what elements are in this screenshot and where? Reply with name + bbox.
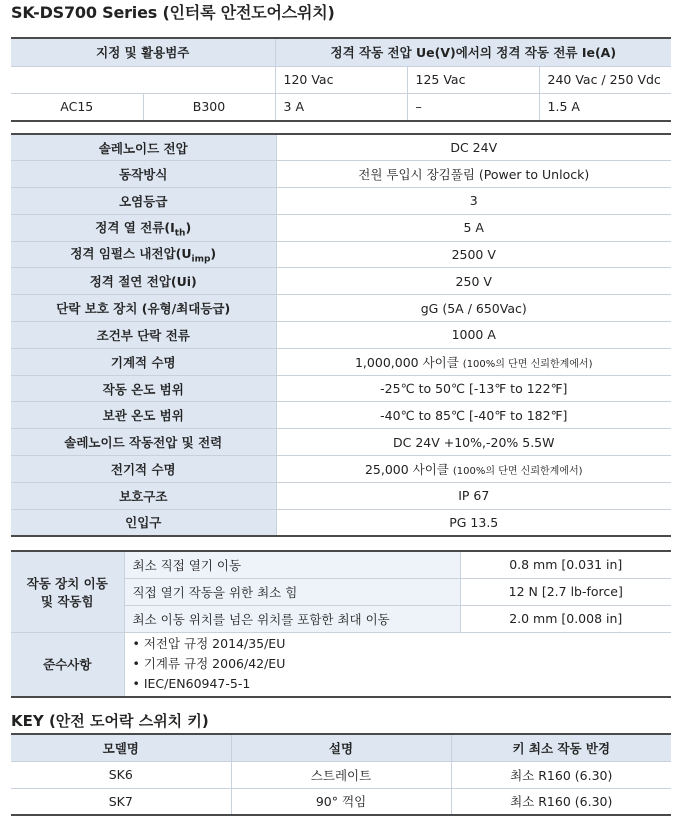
- spec-label: [11, 214, 276, 241]
- spec-value: -25℃ to 50℃ [-13℉ to 122℉]: [276, 375, 671, 402]
- spec-value: [276, 456, 671, 483]
- actuator-label: [11, 551, 124, 632]
- spec-value: 250 V: [276, 268, 671, 295]
- spec-label-end: ): [210, 246, 217, 262]
- actuator-row-name: 직접 열기 작동을 위한 최소 힘: [124, 578, 460, 605]
- spec-value: DC 24V: [276, 134, 671, 161]
- spec-label-main: 정격 임펄스 내전압(U: [70, 246, 192, 262]
- spec-label: 오염등급: [11, 188, 276, 215]
- spec-label: 보관 온도 범위: [11, 402, 276, 429]
- actuator-label-line2: 및 작동힘: [40, 593, 94, 609]
- utilization-b300: B300: [143, 93, 275, 121]
- spec-value: DC 24V +10%,-20% 5.5W: [276, 429, 671, 456]
- spec-value: -40℃ to 85℃ [-40℉ to 182℉]: [276, 402, 671, 429]
- current-120: 3 A: [275, 93, 407, 121]
- spec-label: 단락 보호 장치 (유형/최대등급): [11, 295, 276, 322]
- page-title: SK-DS700 Series (인터록 안전도어스위치): [11, 3, 335, 22]
- spec-label: 작동 온도 범위: [11, 375, 276, 402]
- utilization-ac15: AC15: [11, 93, 143, 121]
- rating-header-category: 지정 및 활용범주: [11, 38, 275, 66]
- spec-value: 전원 투입시 장김풀림 (Power to Unlock): [276, 161, 671, 188]
- spec-value: 3: [276, 188, 671, 215]
- spec-value-note: (100%의 단면 신뢰한계에서): [452, 465, 583, 477]
- key-header-model: 모델명: [11, 734, 231, 761]
- key-table: [11, 733, 671, 816]
- voltage-120: 120 Vac: [275, 66, 407, 93]
- spec-label-end: ): [185, 219, 192, 235]
- voltage-240: 240 Vac / 250 Vdc: [539, 66, 671, 93]
- spec-value: IP 67: [276, 482, 671, 509]
- spec-value: gG (5A / 650Vac): [276, 295, 671, 322]
- actuator-row-value: 12 N [2.7 lb-force]: [460, 578, 671, 605]
- spec-label: 솔레노이드 작동전압 및 전력: [11, 429, 276, 456]
- spec-label: [11, 241, 276, 268]
- compliance-item: • IEC/EN60947-5-1: [132, 676, 251, 692]
- spec-label-main: 정격 열 전류(I: [95, 219, 175, 235]
- spec-label: 보호구조: [11, 482, 276, 509]
- key-cell-radius: 최소 R160 (6.30): [451, 788, 671, 815]
- actuator-table: [11, 550, 671, 698]
- key-header-desc: 설명: [231, 734, 451, 761]
- spec-label: 인입구: [11, 509, 276, 536]
- compliance-item: • 저전압 규정 2014/35/EU: [132, 636, 286, 652]
- spec-value: [276, 348, 671, 375]
- spec-label: 정격 절연 전압(Ui): [11, 268, 276, 295]
- rating-empty-cell: [11, 66, 275, 93]
- current-240: 1.5 A: [539, 93, 671, 121]
- compliance-list: [124, 632, 671, 697]
- spec-label: 전기적 수명: [11, 456, 276, 483]
- specs-table: [11, 133, 671, 537]
- rating-header-current: 정격 작동 전압 Ue(V)에서의 정격 작동 전류 Ie(A): [275, 38, 671, 66]
- actuator-label-line1: 작동 장치 이동: [26, 575, 108, 591]
- spec-value: PG 13.5: [276, 509, 671, 536]
- spec-value: 1000 A: [276, 322, 671, 349]
- key-header-radius: 키 최소 작동 반경: [451, 734, 671, 761]
- spec-label-sub: imp: [191, 254, 211, 265]
- key-title: KEY (안전 도어락 스위치 키): [11, 712, 209, 730]
- spec-label: 동작방식: [11, 161, 276, 188]
- spec-value: 2500 V: [276, 241, 671, 268]
- rating-table: [11, 37, 671, 122]
- spec-value-main: 25,000 사이클: [364, 461, 449, 477]
- spec-label-sub: th: [174, 228, 186, 239]
- spec-label: 솔레노이드 전압: [11, 134, 276, 161]
- key-cell-model: SK7: [11, 788, 231, 815]
- key-cell-model: SK6: [11, 761, 231, 788]
- spec-value-note: (100%의 단면 신뢰한계에서): [462, 358, 593, 370]
- actuator-row-name: 최소 직접 열기 이동: [124, 551, 460, 578]
- spec-label: 기계적 수명: [11, 348, 276, 375]
- actuator-row-name: 최소 이동 위치를 넘은 위치를 포함한 최대 이동: [124, 605, 460, 632]
- spec-label: 조건부 단락 전류: [11, 322, 276, 349]
- current-125: –: [407, 93, 539, 121]
- voltage-125: 125 Vac: [407, 66, 539, 93]
- actuator-row-value: 0.8 mm [0.031 in]: [460, 551, 671, 578]
- compliance-item: • 기계류 규정 2006/42/EU: [132, 656, 286, 672]
- spec-value-main: 1,000,000 사이클: [354, 354, 459, 370]
- key-cell-desc: 90° 꺽임: [231, 788, 451, 815]
- key-cell-desc: 스트레이트: [231, 761, 451, 788]
- key-cell-radius: 최소 R160 (6.30): [451, 761, 671, 788]
- actuator-row-value: 2.0 mm [0.008 in]: [460, 605, 671, 632]
- compliance-label: 준수사항: [11, 632, 124, 697]
- spec-value: 5 A: [276, 214, 671, 241]
